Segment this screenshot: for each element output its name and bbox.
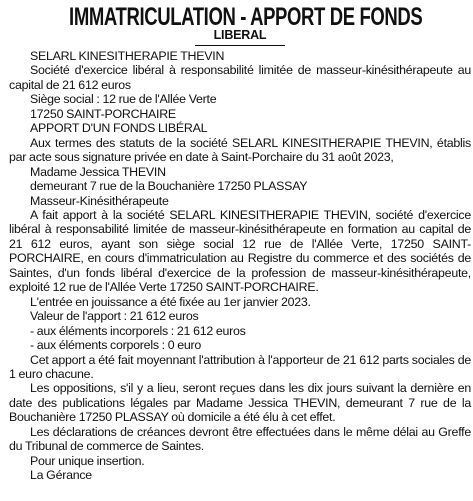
paragraph-claims: Les déclarations de créances devront être effectuées dans le même délai au Greffe du Tribunal de commerce de Saintes. — [9, 424, 471, 454]
contribution-value: Valeur de l'apport : 21 612 euros — [30, 309, 199, 324]
paragraph-entry-date: L'entrée en jouissance a été fixée au 1er janvier 2023. — [30, 294, 311, 309]
registered-office: Siège social : 12 rue de l'Allée Verte — [30, 92, 217, 107]
notice-heading: APPORT D'UN FONDS LIBÉRAL — [30, 121, 208, 136]
legal-notice — [9, 4, 471, 483]
paragraph-shares: Cet apport a été fait moyennant l'attribution à l'apporteur de 21 612 parts sociales de 1 euro chacune. — [9, 352, 471, 381]
office-postcode-city: 17250 SAINT-PORCHAIRE — [30, 106, 176, 121]
paragraph-statutes: Aux termes des statuts de la société SELARL KINESITHERAPIE THEVIN, établis par acte sous signature privée en date à Saint-Porchaire du 31 août 2023, — [9, 135, 471, 165]
company-name: SELARL KINESITHERAPIE THEVIN — [30, 49, 225, 63]
contributor-name: Madame Jessica THEVIN — [30, 164, 166, 179]
contributor-address: demeurant 7 rue de la Bouchanière 17250 PLASSAY — [30, 179, 308, 194]
notice-title: IMMATRICULATION - APPORT DE FONDS — [69, 3, 423, 31]
intangible-elements: - aux éléments incorporels : 21 612 euros — [30, 323, 246, 338]
insertion-note: Pour unique insertion. — [30, 453, 145, 468]
tangible-elements: - aux éléments corporels : 0 euro — [30, 338, 202, 353]
title-divider — [195, 45, 285, 46]
notice-body — [9, 49, 471, 483]
paragraph-oppositions: Les oppositions, s'il y a lieu, seront reçues dans les dix jours suivant la dernière en date des publications légales par Madame Jessica THEVIN, demeurant 7 rue de la Bouchanière 17250 PLASSAY où domicile a été élu à cet effet. — [9, 381, 471, 425]
company-form: Société d'exercice libéral à responsabilité limitée de masseur-kinésithérapeute au capital de 21 612 euros — [9, 63, 471, 92]
paragraph-contribution: A fait apport à la société SELARL KINESITHERAPIE THEVIN, société d'exercice libéral à responsabilité limitée de masseur-kinésithérapeute en formation au capital de 21 612 euros, ayant son siège social 12 rue de l'Allée Verte, 17250 SAINT-PORCHAIRE, en cours d'immatriculation au Registre du commerce et des sociétés de Saintes, d'un fonds libéral d'exercice de la profession de masseur-kinésithérapeute, exploité 12 rue de l'Allée Verte 17250 SAINT-PORCHAIRE. — [9, 207, 471, 295]
contributor-profession: Masseur-Kinésithérapeute — [30, 193, 169, 208]
notice-subtitle: LIBERAL — [213, 28, 267, 42]
signature: La Gérance — [30, 468, 92, 483]
